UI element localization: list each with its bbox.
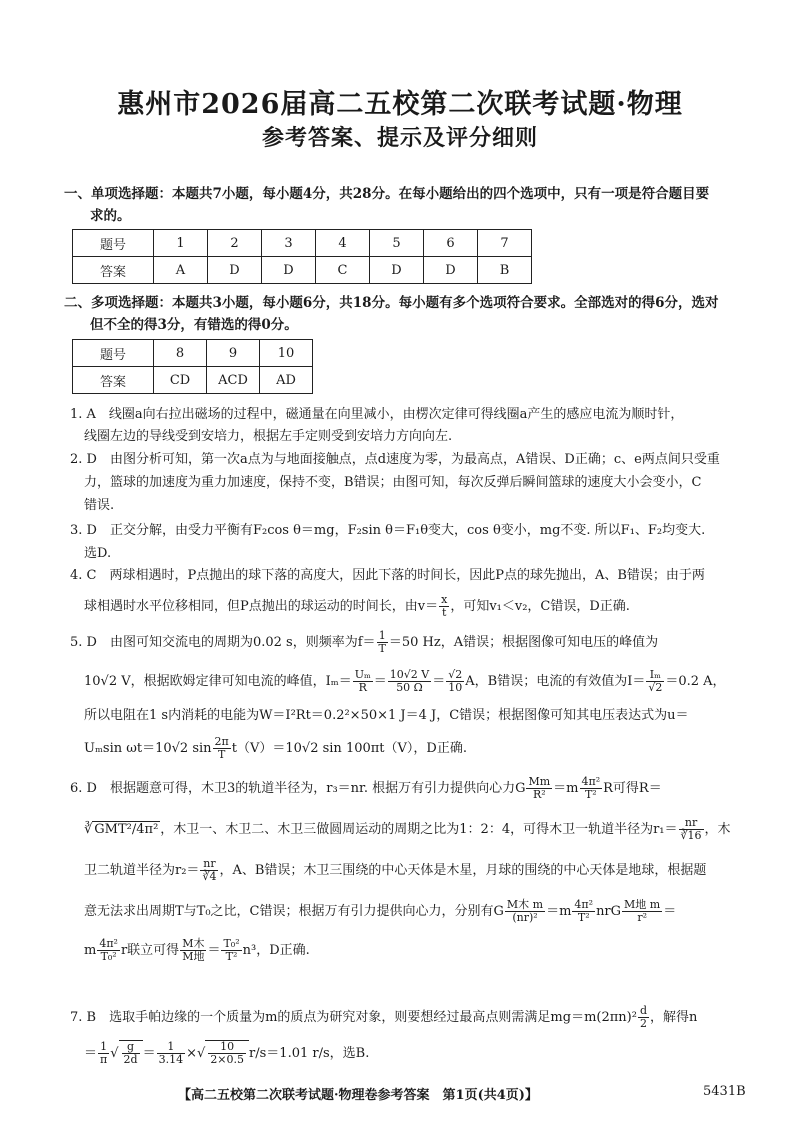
q6-text: m (84, 943, 97, 958)
fraction (526, 776, 552, 801)
question-number: 8 (154, 340, 207, 367)
explanation-q5 (70, 630, 726, 761)
question-number: 4 (316, 230, 370, 257)
q7-text: ＝ (84, 1046, 98, 1061)
row-label: 题号 (73, 340, 154, 367)
q1-line1: 1. A 线圈a向右拉出磁场的过程中，磁通量在向里减小，由楞次定律可得线圈a产生的感应电流为顺时针， (70, 407, 684, 422)
q5-text: 10√2 V，根据欧姆定律可知电流的峰值，Iₘ＝ (84, 674, 352, 689)
section2-heading-line2: 但不全的得3分，有错选的得0分。 (90, 317, 298, 333)
fraction (388, 669, 431, 694)
q6-text: 6. D 根据题意可得，木卫3的轨道半径为，r₃＝nr. 根据万有引力提供向心力G (70, 781, 526, 796)
denominator: 2×0.5 (210, 1053, 245, 1066)
explanation-q6 (70, 776, 731, 963)
numerator: √2 (448, 668, 463, 681)
numerator: d (639, 1004, 647, 1017)
denominator: T (378, 642, 386, 655)
square-root: √ $\frac{10}{2\times 0.5}$ (197, 1046, 249, 1061)
q3-line2: 选D. (84, 546, 112, 561)
document-code: 5431B (703, 1084, 746, 1099)
numerator: 1 (157, 1041, 186, 1054)
denominator: T² (225, 950, 238, 963)
q6-text: 卫二轨道半径为r₂＝ (84, 863, 200, 878)
explanation-q1 (70, 405, 683, 447)
q2-line2: 力，篮球的加速度为重力加速度，保持不变，B错误；由图可知，每次反弹后瞬间篮球的速度大小会变小，C (84, 475, 702, 490)
fraction (572, 899, 595, 924)
numerator: 4π² (99, 937, 118, 950)
question-number: 7 (478, 230, 532, 257)
table-row (73, 340, 313, 367)
numerator: 10 (208, 1041, 246, 1054)
row-label: 题号 (73, 230, 154, 257)
q5-text: A，B错误；电流的有效值为I＝ (465, 674, 646, 689)
q5-text: ＝ (373, 674, 387, 689)
answer-cell: A (154, 257, 208, 284)
numerator: Uₘ (354, 668, 371, 681)
q5-line1 (70, 630, 726, 655)
answer-cell: D (424, 257, 478, 284)
denominator: 10 (448, 681, 463, 694)
q6-line2 (70, 817, 731, 842)
q2-line1: 2. D 由图分析可知，第一次a点为与地面接触点，点d速度为零，为最高点，A错误、D正确；c、e两点间只受重 (70, 452, 720, 467)
q6-text: r联立可得 (120, 943, 180, 958)
numerator: 4π² (581, 775, 601, 788)
answer-cell: B (478, 257, 532, 284)
q5-text: ＝ (432, 674, 446, 689)
fraction (221, 938, 241, 963)
row-label: 答案 (73, 367, 154, 394)
q2-line3: 错误. (84, 498, 115, 513)
section1-answer-table (72, 229, 532, 284)
q6-line3 (70, 858, 731, 883)
denominator: t (441, 606, 447, 619)
q5-text: ＝0.2 A， (665, 674, 726, 689)
fraction (213, 736, 231, 761)
q6-text: ，木卫一、木卫二、木卫三做圆周运动的周期之比为1：2：4，可得木卫一轨道半径为r₁＝ (160, 822, 678, 837)
numerator: x (441, 593, 448, 606)
explanation-q7 (70, 1005, 697, 1066)
fraction (646, 669, 664, 694)
table-row (73, 257, 532, 284)
q7-text: ，解得n (649, 1010, 698, 1025)
q6-line4 (70, 899, 731, 924)
explanation-q3 (70, 521, 705, 564)
numerator: Iₘ (646, 669, 664, 682)
answer-cell: C (316, 257, 370, 284)
denominator: T (217, 748, 226, 761)
denominator: π (100, 1053, 108, 1066)
page-subtitle: 参考答案、提示及评分细则 (261, 125, 538, 151)
q6-text: nrG (596, 904, 622, 919)
fraction (679, 817, 704, 842)
fraction (180, 938, 206, 963)
answer-cell: D (262, 257, 316, 284)
numerator: nr (679, 817, 704, 830)
q5-text: Uₘsin ωt＝10√2 sin (84, 741, 212, 756)
numerator: 4π² (574, 898, 594, 911)
denominator: √2 (648, 681, 663, 694)
table-row (73, 367, 313, 394)
numerator: g (122, 1041, 140, 1054)
q7-text: 7. B 选取手帕边缘的一个质量为m的质点为研究对象，则要想经过最高点则需满足mg＝m(2πn)² (70, 1010, 637, 1025)
denominator: r² (637, 911, 647, 924)
denominator: M地 (182, 950, 205, 963)
q6-text: n³，D正确. (242, 943, 310, 958)
q4-line1: 4. C 两球相遇时，P点抛出的球下落的高度大，因此下落的时间长，因此P点的球先抛出，A、B错误；由于两 (70, 568, 705, 583)
q7-line2 (70, 1040, 697, 1066)
page-footer: 【高二五校第二次联考试题·物理卷参考答案 第1页(共4页)】 (178, 1088, 538, 1103)
section1-heading-line1: 一、单项选择题：本题共7小题，每小题4分，共28分。在每小题给出的四个选项中，只有一项是符合题目要 (64, 186, 710, 202)
answer-cell: D (208, 257, 262, 284)
q6-text: ，A、B错误；木卫三围绕的中心天体是木星，月球的围绕的中心天体是地球，根据题 (219, 863, 707, 878)
question-number: 3 (262, 230, 316, 257)
section1-heading (64, 183, 709, 227)
denominator: T² (577, 911, 590, 924)
q6-text: 意无法求出周期T与T₀之比，C错误；根据万有引力提供向心力，分别有G (84, 904, 504, 919)
answer-cell: D (370, 257, 424, 284)
q5-line3: 所以电阻在1 s内消耗的电能为W＝I²Rt＝0.2²×50×1 J＝4 J，C错误；根据图像可知其电压表达式为u＝ (84, 708, 689, 723)
cube-root: ∛ GMT²/4π² (84, 822, 159, 837)
question-number: 5 (370, 230, 424, 257)
question-number: 1 (154, 230, 208, 257)
q7-text: ＝ (142, 1046, 156, 1061)
numerator: 2π (214, 735, 229, 748)
numerator: 1 (377, 630, 388, 643)
denominator: ∛4 (202, 870, 217, 883)
fraction (122, 1041, 140, 1066)
fraction (208, 1041, 246, 1066)
numerator: 10√2 V (389, 668, 430, 681)
section1-heading-line2: 求的。 (90, 208, 131, 224)
denominator: (nr)² (512, 911, 538, 924)
fraction (97, 938, 120, 963)
denominator: 3.14 (158, 1053, 184, 1066)
q7-text: r/s＝1.01 r/s，选B. (249, 1046, 370, 1061)
fraction (446, 669, 464, 694)
q6-text: ，木 (704, 822, 731, 837)
q5-text: 5. D 由图可知交流电的周期为0.02 s，则频率为f＝ (70, 635, 376, 650)
denominator: T₀² (100, 950, 117, 963)
square-root: √ $\frac{g}{2d}$ (110, 1046, 142, 1061)
q6-text: ＝ (663, 904, 677, 919)
q6-line5 (70, 938, 731, 963)
question-number: 9 (207, 340, 260, 367)
fraction (353, 669, 373, 694)
page-title: 惠州市2026届高二五校第二次联考试题·物理 (117, 89, 683, 120)
section2-heading-line1: 二、多项选择题：本题共3小题，每小题6分，共18分。每小题有多个选项符合要求。全部选对的得6分，选对 (64, 295, 719, 311)
fraction (638, 1005, 649, 1030)
section2-heading (64, 292, 718, 336)
q5-text: ＝50 Hz，A错误；根据图像可知电压的峰值为 (388, 635, 659, 650)
question-number: 10 (260, 340, 313, 367)
denominator: R² (532, 788, 546, 801)
explanation-q4 (70, 566, 705, 619)
q7-text: × (186, 1046, 198, 1061)
question-number: 6 (424, 230, 478, 257)
question-number: 2 (208, 230, 262, 257)
q5-text: t（V）＝10√2 sin 100πt（V），D正确. (231, 741, 467, 756)
radicand: GMT²/4π² (94, 822, 159, 837)
q6-text: ＝ (207, 943, 221, 958)
numerator: M木 (182, 937, 205, 950)
fraction (439, 594, 449, 619)
denominator: ∛16 (680, 829, 702, 842)
numerator: M地 m (624, 898, 661, 911)
explanation-q2 (70, 450, 720, 516)
numerator: nr (200, 858, 218, 871)
answer-cell: AD (260, 367, 313, 394)
table-row (73, 230, 532, 257)
q6-text: ＝m (553, 781, 579, 796)
denominator: 2d (123, 1053, 138, 1066)
fraction (505, 899, 545, 924)
q4-text: ，可知v₁＜v₂，C错误，D正确. (450, 599, 630, 614)
fraction (200, 858, 218, 883)
q3-line1: 3. D 正交分解，由受力平衡有F₂cos θ＝mg，F₂sin θ＝F₁θ变大，cos θ变小，mg不变. 所以F₁、F₂均变大. (70, 523, 706, 538)
denominator: R (358, 681, 367, 694)
fraction (622, 899, 662, 924)
fraction (377, 630, 388, 655)
numerator: 1 (98, 1041, 109, 1054)
q6-text: R可得R＝ (603, 781, 662, 796)
numerator: M木 m (506, 898, 544, 911)
numerator: T₀² (223, 937, 240, 950)
denominator: 2 (639, 1017, 647, 1030)
q5-line2 (70, 669, 726, 694)
section2-answer-table (72, 339, 313, 394)
answer-cell: ACD (207, 367, 260, 394)
q7-line1 (70, 1005, 697, 1030)
denominator: T² (584, 788, 597, 801)
fraction (157, 1041, 186, 1066)
q1-line2: 线圈左边的导线受到安培力，根据左手定则受到安培力方向向左. (84, 429, 453, 444)
q6-text: ＝m (546, 904, 572, 919)
fraction (580, 776, 603, 801)
denominator: 50 Ω (396, 681, 423, 694)
row-label: 答案 (73, 257, 154, 284)
answer-cell: CD (154, 367, 207, 394)
q6-line1 (70, 776, 731, 801)
q5-line4 (70, 736, 726, 761)
q4-text: 球相遇时水平位移相同，但P点抛出的球运动的时间长，由v＝ (84, 599, 439, 614)
numerator: Mm (528, 775, 551, 788)
fraction (98, 1041, 109, 1066)
q4-line2 (70, 594, 705, 619)
